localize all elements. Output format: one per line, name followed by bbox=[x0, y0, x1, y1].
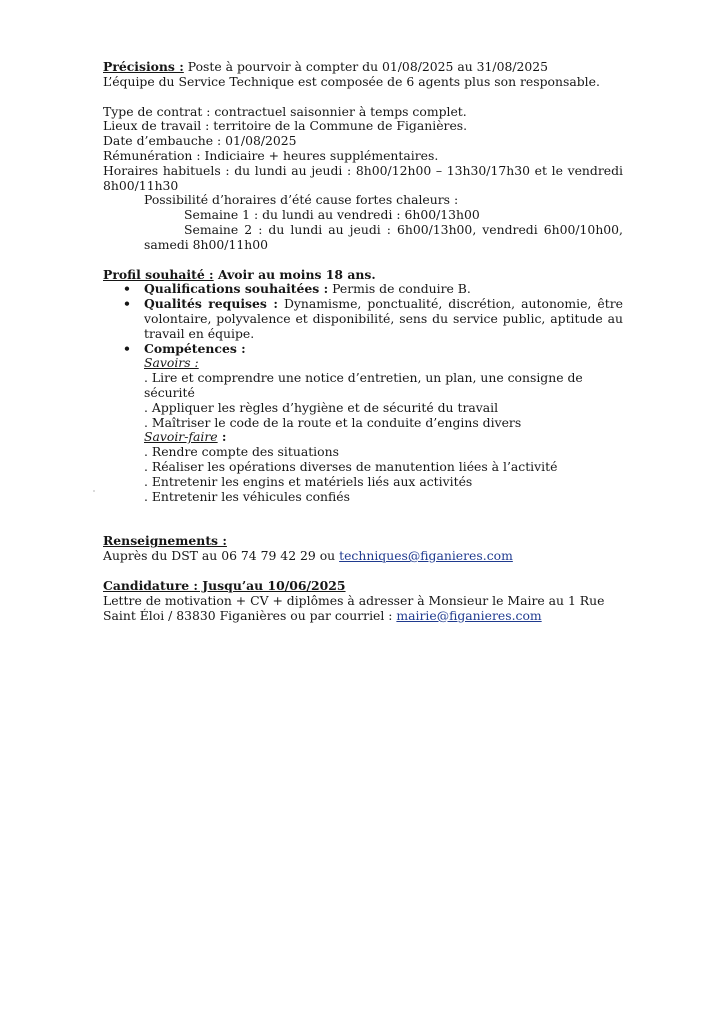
summer-hours-intro: Possibilité d’horaires d’été cause fortes chaleurs : bbox=[144, 192, 459, 208]
qualifications-text: Permis de conduire B. bbox=[328, 281, 471, 297]
precisions-text: Poste à pourvoir à compter du 01/08/2025 au 31/08/2025 bbox=[183, 59, 549, 74]
savoir-faire-label: Savoir-faire bbox=[144, 429, 218, 445]
application-label: Candidature : Jusqu’au 10/06/2025 bbox=[103, 577, 346, 593]
savoir-faire-heading bbox=[144, 430, 623, 445]
profile-line bbox=[103, 268, 623, 283]
job-offer-body bbox=[103, 60, 623, 623]
info-text: Auprès du DST au 06 74 79 42 29 ou bbox=[103, 548, 340, 564]
savoir-faire-item: . Entretenir les véhicules confiés bbox=[144, 488, 350, 504]
savoir-item: . Appliquer les règles d’hygiène et de sécurité du travail bbox=[144, 399, 499, 415]
info-line bbox=[103, 549, 623, 564]
savoir-faire-item: . Entretenir les engins et matériels liés aux activités bbox=[144, 473, 473, 489]
application-line bbox=[103, 594, 623, 624]
qualities-text: Dynamisme, ponctualité, discrétion, autonomie, être volontaire, polyvalence et disponibilité, sens du service public, aptitude au travail en équipe. bbox=[144, 296, 623, 341]
qualifications-label: Qualifications souhaitées : bbox=[144, 281, 329, 297]
savoir-item: . Maîtriser le code de la route et la conduite d’engins divers bbox=[144, 414, 522, 430]
summer-week-2 bbox=[103, 223, 623, 253]
list-item-skills bbox=[103, 342, 623, 505]
profile-label: Profil souhaité : bbox=[103, 266, 214, 282]
techniques-email-link[interactable]: techniques@figanieres.com bbox=[339, 548, 513, 564]
savoirs-label: Savoirs : bbox=[144, 355, 199, 371]
savoir-faire-item: . Réaliser les opérations diverses de manutention liées à l’activité bbox=[144, 458, 558, 474]
precisions-line bbox=[103, 60, 623, 75]
summer-week-2-text: Semaine 2 : du lundi au jeudi : 6h00/13h00, vendredi 6h00/10h00, samedi 8h00/11h00 bbox=[144, 221, 623, 252]
start-date-line: Date d’embauche : 01/08/2025 bbox=[103, 133, 297, 149]
contract-line: Type de contrat : contractuel saisonnier à temps complet. bbox=[103, 103, 467, 119]
application-text: Lettre de motivation + CV + diplômes à adresser à Monsieur le Maire au 1 Rue Saint Éloi / 83830 Figanières ou par courriel : bbox=[103, 592, 605, 623]
list-item-qualifications bbox=[103, 282, 623, 297]
savoir-faire-item: . Rendre compte des situations bbox=[144, 444, 339, 460]
pay-line: Rémunération : Indiciaire + heures supplémentaires. bbox=[103, 147, 439, 163]
info-label: Renseignements : bbox=[103, 533, 227, 549]
list-item-qualities bbox=[103, 297, 623, 341]
profile-requirement: Avoir au moins 18 ans. bbox=[213, 266, 376, 282]
scan-speck bbox=[93, 490, 95, 492]
workplace-line: Lieux de travail : territoire de la Commune de Figanières. bbox=[103, 118, 468, 134]
profile-list bbox=[103, 282, 623, 504]
skills-label: • Compétences : bbox=[144, 340, 246, 356]
qualities-label: Qualités requises : bbox=[144, 296, 278, 312]
summer-week-1: Semaine 1 : du lundi au vendredi : 6h00/13h00 bbox=[184, 207, 480, 223]
mairie-email-link[interactable]: mairie@figanieres.com bbox=[396, 607, 542, 623]
hours-line: Horaires habituels : du lundi au jeudi : 8h00/12h00 – 13h30/17h30 et le vendredi 8h00/11h30 bbox=[103, 162, 623, 193]
savoir-faire-colon: : bbox=[217, 429, 227, 445]
precisions-label: Précisions : bbox=[103, 59, 184, 74]
team-line: L’équipe du Service Technique est composée de 6 agents plus son responsable. bbox=[103, 73, 600, 89]
savoir-item: . Lire et comprendre une notice d’entretien, un plan, une consigne de sécurité bbox=[144, 370, 583, 400]
